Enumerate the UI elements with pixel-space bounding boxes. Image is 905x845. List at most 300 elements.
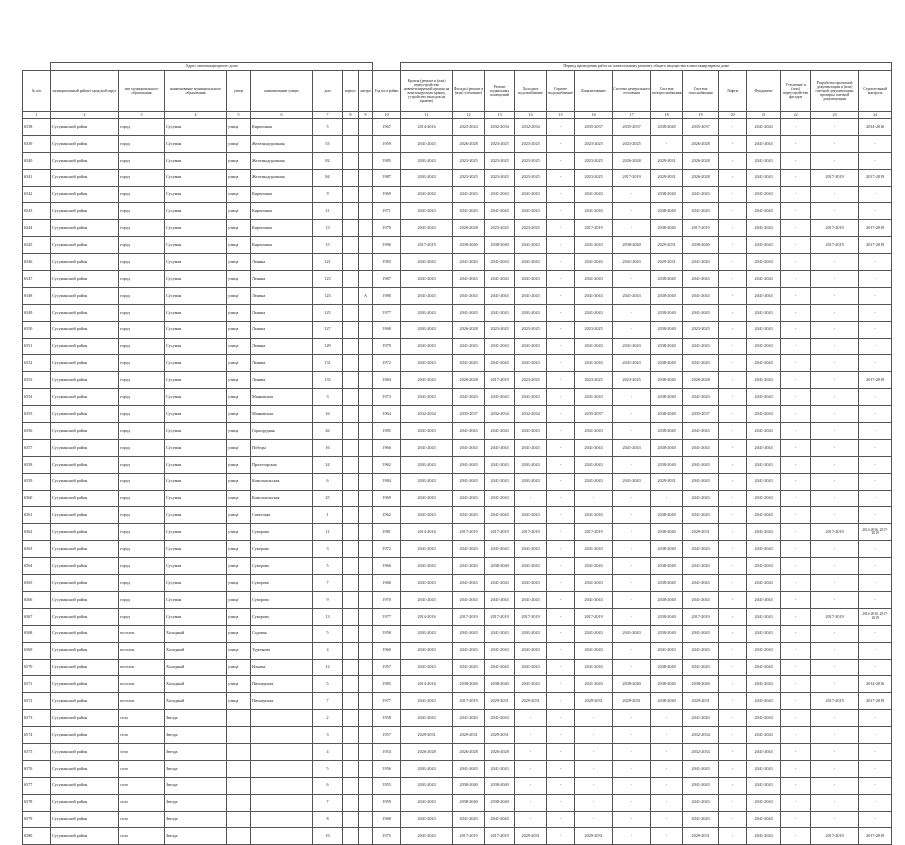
- table-row: [23, 608, 892, 625]
- table-cell: Сусуман: [165, 456, 227, 473]
- table-cell: [343, 760, 359, 777]
- table-cell: -: [781, 591, 811, 608]
- table-cell: 2029-2031: [651, 237, 683, 254]
- table-cell: -: [859, 794, 892, 811]
- table-cell: улица: [227, 591, 251, 608]
- table-cell: 2041-2043: [747, 321, 781, 338]
- table-cell: 2038-2040: [651, 203, 683, 220]
- table-cell: -: [811, 389, 859, 406]
- table-cell: улица: [227, 237, 251, 254]
- table-cell: [227, 777, 251, 794]
- table-cell: улица: [227, 321, 251, 338]
- table-cell: -: [859, 287, 892, 304]
- table-cell: [359, 794, 373, 811]
- table-cell: -: [575, 743, 613, 760]
- table-cell: 2014-2016: [401, 676, 453, 693]
- table-cell: -: [547, 710, 575, 727]
- table-cell: город: [119, 169, 165, 186]
- table-row: [23, 710, 892, 727]
- table-cell: 2041-2043: [747, 372, 781, 389]
- table-cell: 2041-2043: [613, 473, 651, 490]
- table-cell: -: [781, 338, 811, 355]
- table-cell: -: [811, 304, 859, 321]
- table-cell: 2014-2016: [401, 119, 453, 136]
- table-cell: [359, 169, 373, 186]
- table-cell: Холодный: [165, 676, 227, 693]
- table-cell: -: [781, 811, 811, 828]
- table-cell: Сусуманский район: [51, 287, 119, 304]
- table-cell: [251, 828, 313, 845]
- table-row: [23, 304, 892, 321]
- table-cell: Сусуман: [165, 271, 227, 288]
- table-cell: 2041-2043: [747, 338, 781, 355]
- table-cell: Сусуманский район: [51, 575, 119, 592]
- table-cell: 2038-2040: [651, 693, 683, 710]
- table-cell: Сусуманский район: [51, 490, 119, 507]
- table-cell: -: [719, 237, 747, 254]
- table-cell: город: [119, 220, 165, 237]
- table-cell: 2041-2043: [683, 490, 719, 507]
- table-cell: 2041-2043: [683, 591, 719, 608]
- table-cell: Комсомольская: [251, 473, 313, 490]
- table-cell: [343, 271, 359, 288]
- table-cell: 2041-2043: [575, 304, 613, 321]
- table-cell: 2029-2031: [651, 254, 683, 271]
- table-cell: 2038-2040: [651, 423, 683, 440]
- table-cell: [343, 372, 359, 389]
- table-cell: 2041-2043: [683, 304, 719, 321]
- table-cell: 2041-2043: [613, 355, 651, 372]
- table-cell: город: [119, 439, 165, 456]
- table-cell: 6567: [23, 608, 51, 625]
- table-cell: [343, 321, 359, 338]
- table-cell: 2041-2043: [515, 642, 547, 659]
- table-cell: Ленина: [251, 287, 313, 304]
- table-cell: Горнорудная: [251, 423, 313, 440]
- table-cell: -: [719, 406, 747, 423]
- table-cell: Звезда: [165, 811, 227, 828]
- column-number: 20: [719, 112, 747, 119]
- table-cell: -: [859, 152, 892, 169]
- table-cell: -: [719, 169, 747, 186]
- table-cell: 2041-2043: [401, 439, 453, 456]
- table-cell: -: [719, 541, 747, 558]
- table-row: [23, 828, 892, 845]
- address-group-header: Адрес многоквартирного дома: [51, 63, 373, 71]
- table-cell: 2041-2043: [453, 591, 485, 608]
- column-header: Ремонт подвальных помещений: [485, 71, 515, 112]
- table-cell: [343, 186, 359, 203]
- table-cell: -: [859, 558, 892, 575]
- table-cell: 6552: [23, 355, 51, 372]
- column-number: 1: [23, 112, 51, 119]
- table-cell: [359, 271, 373, 288]
- table-cell: 2041-2043: [485, 338, 515, 355]
- table-cell: 123: [313, 271, 343, 288]
- table-cell: 2017-2019: [613, 169, 651, 186]
- table-cell: 2017-2019: [811, 524, 859, 541]
- table-cell: город: [119, 119, 165, 136]
- table-cell: 2029-2031: [683, 828, 719, 845]
- table-cell: -: [859, 507, 892, 524]
- column-number: 24: [859, 112, 892, 119]
- table-cell: 2041-2043: [613, 254, 651, 271]
- table-cell: -: [547, 220, 575, 237]
- table-cell: -: [811, 507, 859, 524]
- table-cell: 6578: [23, 794, 51, 811]
- table-cell: -: [811, 186, 859, 203]
- table-cell: Суворова: [251, 591, 313, 608]
- table-cell: -: [811, 271, 859, 288]
- table-cell: 2041-2043: [485, 760, 515, 777]
- table-cell: -: [613, 727, 651, 744]
- table-cell: село: [119, 727, 165, 744]
- table-cell: 2041-2043: [683, 254, 719, 271]
- table-cell: 12: [313, 659, 343, 676]
- table-cell: А: [359, 287, 373, 304]
- table-cell: -: [515, 743, 547, 760]
- table-cell: Ленина: [251, 321, 313, 338]
- table-cell: Сусуманский район: [51, 524, 119, 541]
- table-cell: -: [811, 676, 859, 693]
- table-cell: 131: [313, 355, 343, 372]
- table-cell: 6570: [23, 659, 51, 676]
- table-cell: 2041-2043: [747, 287, 781, 304]
- table-cell: -: [719, 119, 747, 136]
- table-cell: 1972: [373, 541, 401, 558]
- table-cell: 2041-2043: [401, 558, 453, 575]
- table-cell: -: [811, 406, 859, 423]
- table-cell: -: [781, 237, 811, 254]
- table-cell: [343, 811, 359, 828]
- table-cell: 2041-2043: [747, 760, 781, 777]
- table-cell: -: [719, 777, 747, 794]
- table-cell: [343, 355, 359, 372]
- table-cell: 2041-2043: [485, 355, 515, 372]
- table-cell: 2041-2043: [485, 304, 515, 321]
- table-cell: 2041-2043: [401, 541, 453, 558]
- table-cell: [359, 524, 373, 541]
- table-cell: 2017-2019: [575, 608, 613, 625]
- table-cell: [359, 355, 373, 372]
- table-cell: -: [781, 456, 811, 473]
- table-cell: Ленина: [251, 304, 313, 321]
- table-cell: 2041-2043: [575, 423, 613, 440]
- table-cell: -: [811, 473, 859, 490]
- table-cell: 2041-2043: [401, 152, 453, 169]
- table-cell: город: [119, 186, 165, 203]
- table-cell: Сусуман: [165, 524, 227, 541]
- table-cell: [343, 676, 359, 693]
- table-cell: 2041-2043: [401, 473, 453, 490]
- table-cell: 2041-2043: [401, 828, 453, 845]
- table-row: [23, 406, 892, 423]
- table-cell: -: [811, 625, 859, 642]
- table-cell: Звезда: [165, 727, 227, 744]
- table-cell: 2041-2043: [515, 423, 547, 440]
- table-cell: -: [651, 490, 683, 507]
- table-cell: 2035-2037: [613, 119, 651, 136]
- table-row: [23, 152, 892, 169]
- table-cell: -: [547, 237, 575, 254]
- table-row: [23, 625, 892, 642]
- table-cell: -: [547, 119, 575, 136]
- table-cell: 2041-2043: [453, 304, 485, 321]
- table-cell: 2038-2040: [651, 507, 683, 524]
- table-cell: Холодный: [165, 693, 227, 710]
- table-cell: 2041-2043: [747, 389, 781, 406]
- table-cell: -: [719, 743, 747, 760]
- table-cell: [343, 456, 359, 473]
- table-cell: 2017-2019: [575, 220, 613, 237]
- table-cell: улица: [227, 558, 251, 575]
- table-cell: Сусуманский район: [51, 743, 119, 760]
- table-cell: Сусуман: [165, 423, 227, 440]
- table-cell: 2041-2043: [575, 389, 613, 406]
- table-cell: 2017-2019: [859, 237, 892, 254]
- table-cell: -: [719, 321, 747, 338]
- table-cell: 2038-2040: [651, 220, 683, 237]
- table-cell: -: [859, 591, 892, 608]
- table-cell: 1964: [373, 406, 401, 423]
- table-cell: улица: [227, 287, 251, 304]
- table-cell: 2038-2040: [651, 372, 683, 389]
- table-cell: [227, 760, 251, 777]
- table-cell: 1971: [373, 203, 401, 220]
- table-cell: [343, 439, 359, 456]
- column-header: № п/п: [23, 71, 51, 112]
- table-cell: -: [781, 659, 811, 676]
- table-cell: улица: [227, 169, 251, 186]
- table-row: [23, 541, 892, 558]
- table-cell: -: [781, 271, 811, 288]
- table-cell: 2041-2043: [485, 271, 515, 288]
- table-cell: 2023-2025: [515, 372, 547, 389]
- table-cell: 6548: [23, 287, 51, 304]
- table-cell: 1981: [373, 524, 401, 541]
- column-number: 9: [359, 112, 373, 119]
- table-row: [23, 490, 892, 507]
- table-cell: 2038-2040: [485, 676, 515, 693]
- table-cell: 6541: [23, 169, 51, 186]
- table-cell: -: [719, 558, 747, 575]
- table-cell: [343, 575, 359, 592]
- table-cell: город: [119, 389, 165, 406]
- table-cell: 2041-2043: [747, 558, 781, 575]
- table-cell: -: [613, 406, 651, 423]
- table-row: [23, 423, 892, 440]
- table-cell: 2017-2019: [811, 169, 859, 186]
- table-cell: Ленина: [251, 338, 313, 355]
- table-cell: 2041-2043: [747, 423, 781, 440]
- table-cell: -: [859, 135, 892, 152]
- table-cell: [359, 203, 373, 220]
- column-number: 14: [515, 112, 547, 119]
- table-cell: 2023-2025: [453, 152, 485, 169]
- table-cell: 2017-2019: [683, 220, 719, 237]
- table-cell: 1977: [373, 693, 401, 710]
- table-cell: -: [859, 642, 892, 659]
- column-header: наименование улицы: [251, 71, 313, 112]
- table-cell: 2023-2025: [575, 152, 613, 169]
- table-cell: 16: [313, 406, 343, 423]
- table-cell: 2041-2043: [575, 456, 613, 473]
- table-cell: 9: [313, 186, 343, 203]
- table-cell: 2041-2043: [401, 591, 453, 608]
- table-cell: Сусуман: [165, 406, 227, 423]
- column-number: 4: [165, 112, 227, 119]
- table-cell: [343, 338, 359, 355]
- table-cell: улица: [227, 439, 251, 456]
- table-cell: 2041-2043: [485, 203, 515, 220]
- table-row: [23, 389, 892, 406]
- table-row: [23, 473, 892, 490]
- table-cell: [359, 608, 373, 625]
- table-cell: улица: [227, 625, 251, 642]
- table-cell: -: [547, 625, 575, 642]
- table-cell: 2017-2019: [859, 220, 892, 237]
- table-cell: Сусуманский район: [51, 659, 119, 676]
- table-cell: 2041-2043: [683, 760, 719, 777]
- table-cell: 6549: [23, 304, 51, 321]
- table-cell: -: [547, 355, 575, 372]
- column-header: наименование муниципального образования: [165, 71, 227, 112]
- table-cell: 2041-2043: [515, 659, 547, 676]
- table-cell: -: [781, 693, 811, 710]
- table-cell: 1967: [373, 119, 401, 136]
- table-cell: 2041-2043: [453, 389, 485, 406]
- table-cell: 2041-2043: [401, 203, 453, 220]
- table-cell: 6550: [23, 321, 51, 338]
- table-cell: -: [651, 828, 683, 845]
- table-cell: село: [119, 828, 165, 845]
- table-cell: 1968: [373, 321, 401, 338]
- table-row: [23, 794, 892, 811]
- table-row: [23, 321, 892, 338]
- table-cell: 1977: [373, 304, 401, 321]
- table-cell: -: [811, 321, 859, 338]
- table-row: [23, 186, 892, 203]
- table-cell: -: [811, 710, 859, 727]
- table-cell: [359, 777, 373, 794]
- table-cell: -: [811, 287, 859, 304]
- table-cell: 2029-2031: [575, 693, 613, 710]
- table-cell: поселок: [119, 625, 165, 642]
- table-cell: -: [719, 152, 747, 169]
- table-cell: 2041-2043: [575, 355, 613, 372]
- table-cell: 1987: [373, 271, 401, 288]
- table-cell: 2038-2040: [651, 389, 683, 406]
- table-cell: 2026-2028: [683, 135, 719, 152]
- table-cell: Сусуманский район: [51, 642, 119, 659]
- table-cell: 2041-2043: [683, 271, 719, 288]
- table-cell: [343, 828, 359, 845]
- table-cell: -: [547, 254, 575, 271]
- table-cell: улица: [227, 389, 251, 406]
- table-cell: -: [811, 727, 859, 744]
- table-cell: 1956: [373, 760, 401, 777]
- table-cell: 2038-2040: [651, 287, 683, 304]
- table-row: [23, 676, 892, 693]
- table-cell: улица: [227, 473, 251, 490]
- table-cell: город: [119, 287, 165, 304]
- table-cell: Ленина: [251, 271, 313, 288]
- table-cell: 2041-2043: [401, 423, 453, 440]
- table-cell: -: [859, 659, 892, 676]
- table-cell: Сусуман: [165, 389, 227, 406]
- table-cell: 2023-2025: [485, 321, 515, 338]
- table-cell: [343, 389, 359, 406]
- table-cell: Сусуманский район: [51, 760, 119, 777]
- table-cell: [251, 811, 313, 828]
- table-cell: Сусуман: [165, 237, 227, 254]
- table-cell: 24: [313, 456, 343, 473]
- table-cell: 2041-2043: [453, 254, 485, 271]
- table-cell: улица: [227, 254, 251, 271]
- table-cell: 2041-2043: [485, 625, 515, 642]
- table-cell: -: [781, 575, 811, 592]
- table-cell: Сусуманский район: [51, 507, 119, 524]
- table-cell: 2017-2019: [859, 169, 892, 186]
- table-cell: 2038-2040: [651, 456, 683, 473]
- table-cell: -: [811, 119, 859, 136]
- table-cell: [359, 659, 373, 676]
- table-cell: -: [811, 490, 859, 507]
- table-cell: -: [781, 254, 811, 271]
- table-cell: 2029-2031: [515, 828, 547, 845]
- table-cell: -: [859, 271, 892, 288]
- table-cell: 2038-2040: [453, 237, 485, 254]
- table-cell: 6540: [23, 152, 51, 169]
- table-cell: Сусуманский район: [51, 591, 119, 608]
- table-cell: [359, 304, 373, 321]
- table-cell: 2041-2043: [515, 389, 547, 406]
- table-cell: [359, 220, 373, 237]
- table-cell: -: [575, 760, 613, 777]
- table-cell: город: [119, 507, 165, 524]
- table-cell: -: [811, 439, 859, 456]
- table-cell: село: [119, 760, 165, 777]
- column-number: 11: [401, 112, 453, 119]
- table-cell: 2017-2019: [453, 828, 485, 845]
- table-cell: 2041-2043: [485, 710, 515, 727]
- table-cell: [359, 490, 373, 507]
- table-cell: Сусуман: [165, 321, 227, 338]
- table-cell: 2023-2025: [515, 169, 547, 186]
- table-cell: 2041-2043: [485, 456, 515, 473]
- table-cell: 2038-2040: [683, 676, 719, 693]
- table-cell: 1985: [373, 152, 401, 169]
- table-cell: 2038-2040: [651, 558, 683, 575]
- table-cell: Сусуманский район: [51, 186, 119, 203]
- table-cell: 2017-2019: [859, 372, 892, 389]
- register-sheet: [22, 62, 892, 845]
- table-cell: 6564: [23, 558, 51, 575]
- table-cell: 2041-2043: [575, 254, 613, 271]
- table-cell: Сусуманский район: [51, 608, 119, 625]
- column-header: Система центрального отопления: [613, 71, 651, 112]
- table-cell: город: [119, 338, 165, 355]
- table-cell: город: [119, 237, 165, 254]
- table-cell: [251, 760, 313, 777]
- table-cell: -: [547, 321, 575, 338]
- table-cell: 25: [313, 490, 343, 507]
- table-cell: Ленина: [251, 355, 313, 372]
- table-cell: -: [859, 321, 892, 338]
- table-cell: -: [575, 710, 613, 727]
- table-cell: 2023-2025: [575, 169, 613, 186]
- table-cell: Сусуманский район: [51, 220, 119, 237]
